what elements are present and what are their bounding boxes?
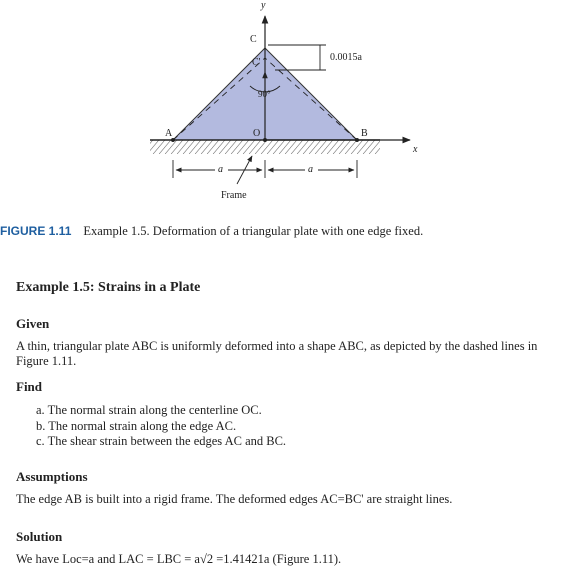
point-a-label: A <box>165 128 173 139</box>
plate-diagram <box>0 0 569 212</box>
solution-heading: Solution <box>16 529 63 544</box>
assumptions-heading: Assumptions <box>16 469 88 484</box>
point-c-label: C <box>250 34 257 45</box>
figure-caption <box>0 224 423 239</box>
displacement-label: 0.0015a <box>330 52 362 63</box>
figure-1-11 <box>0 0 569 212</box>
find-heading: Find <box>16 379 43 394</box>
dim-left-label: a <box>218 164 223 175</box>
frame-label: Frame <box>221 190 247 201</box>
find-item-b: b. The normal strain along the edge AC. <box>36 418 237 433</box>
rigid-frame <box>150 140 380 154</box>
x-axis-label: x <box>413 144 418 155</box>
point-b-label: B <box>361 128 368 139</box>
point-c-prime-label: C' <box>252 57 261 68</box>
given-heading: Given <box>16 316 50 331</box>
find-list <box>36 403 286 450</box>
given-text: A thin, triangular plate ABC is uniformly deformed into a shape ABC, as depicted by the dashed lines in Figure 1.11. <box>16 339 538 368</box>
find-item-c: c. The shear strain between the edges AC and BC. <box>36 434 287 448</box>
solution-text: We have Loc=a and LAC = LBC = a√2 =1.41421a (Figure 1.11). <box>16 552 342 566</box>
caption-text: Example 1.5. Deformation of a triangular plate with one edge fixed. <box>83 224 424 238</box>
point-o-dot <box>263 138 267 142</box>
assumptions-text: The edge AB is built into a rigid frame. The deformed edges AC=BC' are straight lines. <box>16 492 453 506</box>
y-axis-label: y <box>261 0 266 11</box>
point-o-label: O <box>253 128 261 139</box>
caption-number: FIGURE 1.11 <box>0 224 72 238</box>
find-item-a: a. The normal strain along the centerline OC. <box>36 403 262 417</box>
point-b-dot <box>355 138 359 142</box>
angle-label: 90° <box>258 89 271 99</box>
dim-right-label: a <box>308 164 313 175</box>
example-title: Example 1.5: Strains in a Plate <box>16 280 201 295</box>
